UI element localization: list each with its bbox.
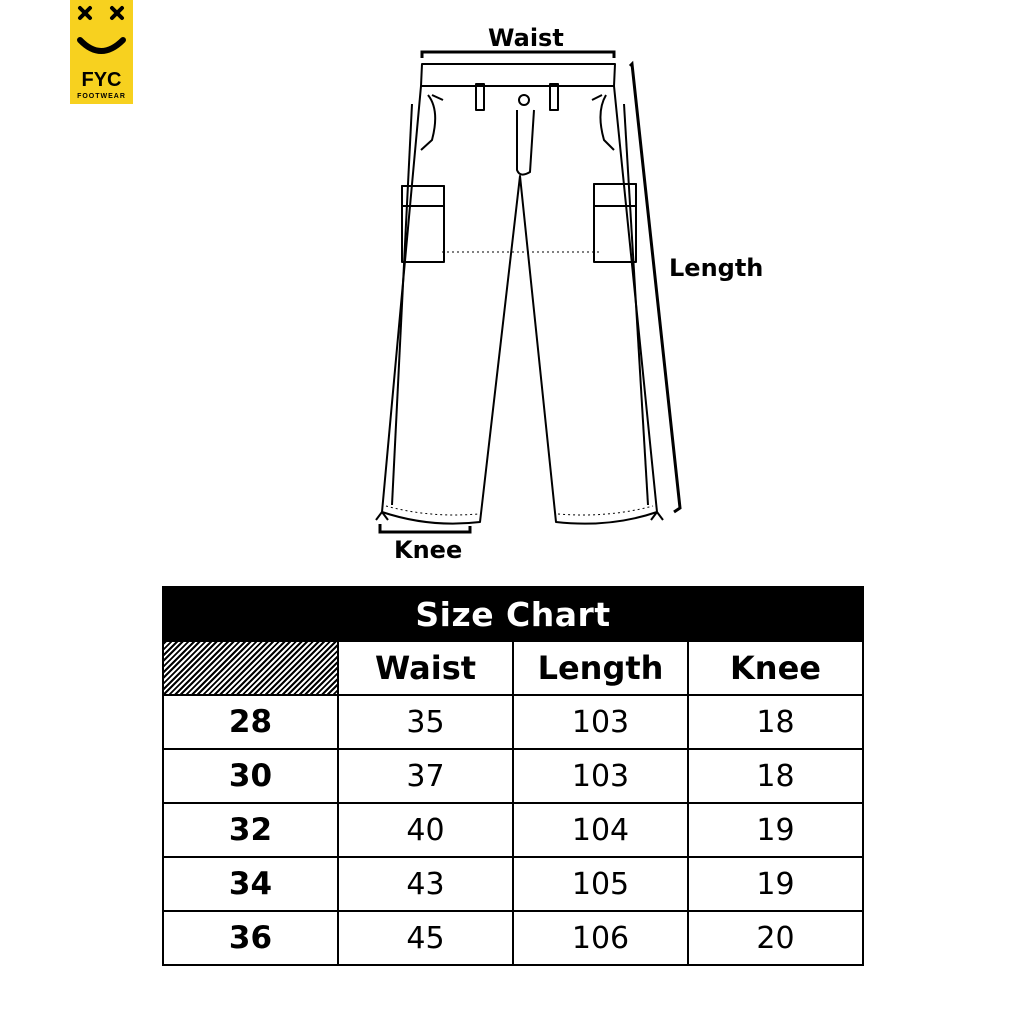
size-cell: 34 [163,857,338,911]
table-row [163,857,863,911]
knee-cell: 20 [688,911,863,965]
length-cell: 105 [513,857,688,911]
smiley-logo-icon [70,0,133,104]
size-cell: 32 [163,803,338,857]
size-cell: 28 [163,695,338,749]
knee-measure-line [380,524,470,532]
length-label: Length [669,254,764,282]
belt-loop [476,84,484,110]
pants-diagram [360,20,800,580]
logo-subtext: FOOTWEAR [77,93,126,100]
pants-outline [382,86,657,524]
length-cell: 106 [513,911,688,965]
waist-measure-line [422,52,614,58]
table-row [163,749,863,803]
waist-cell: 43 [338,857,513,911]
waist-cell: 35 [338,695,513,749]
header-length: Length [513,641,688,695]
table-row [163,695,863,749]
length-cell: 104 [513,803,688,857]
hatched-corner-cell [163,641,338,695]
knee-cell: 19 [688,803,863,857]
fly [517,110,534,175]
size-cell: 30 [163,749,338,803]
waist-cell: 40 [338,803,513,857]
logo-text: FYC [81,69,122,91]
table-row [163,803,863,857]
knee-label: Knee [394,536,463,564]
waistband [421,64,615,86]
waist-cell: 45 [338,911,513,965]
front-pocket-left [421,95,435,150]
table-row [163,911,863,965]
waist-cell: 37 [338,749,513,803]
header-knee: Knee [688,641,863,695]
length-cell: 103 [513,695,688,749]
length-cell: 103 [513,749,688,803]
front-pocket-right [600,95,614,150]
button-icon [519,95,529,105]
size-chart-title: Size Chart [163,587,863,641]
length-measure-line [630,64,680,512]
knee-cell: 19 [688,857,863,911]
knee-cell: 18 [688,695,863,749]
size-cell: 36 [163,911,338,965]
belt-loop [550,84,558,110]
size-chart-table [162,586,864,966]
brand-logo [70,0,133,104]
header-waist: Waist [338,641,513,695]
waist-label: Waist [488,24,564,52]
knee-cell: 18 [688,749,863,803]
